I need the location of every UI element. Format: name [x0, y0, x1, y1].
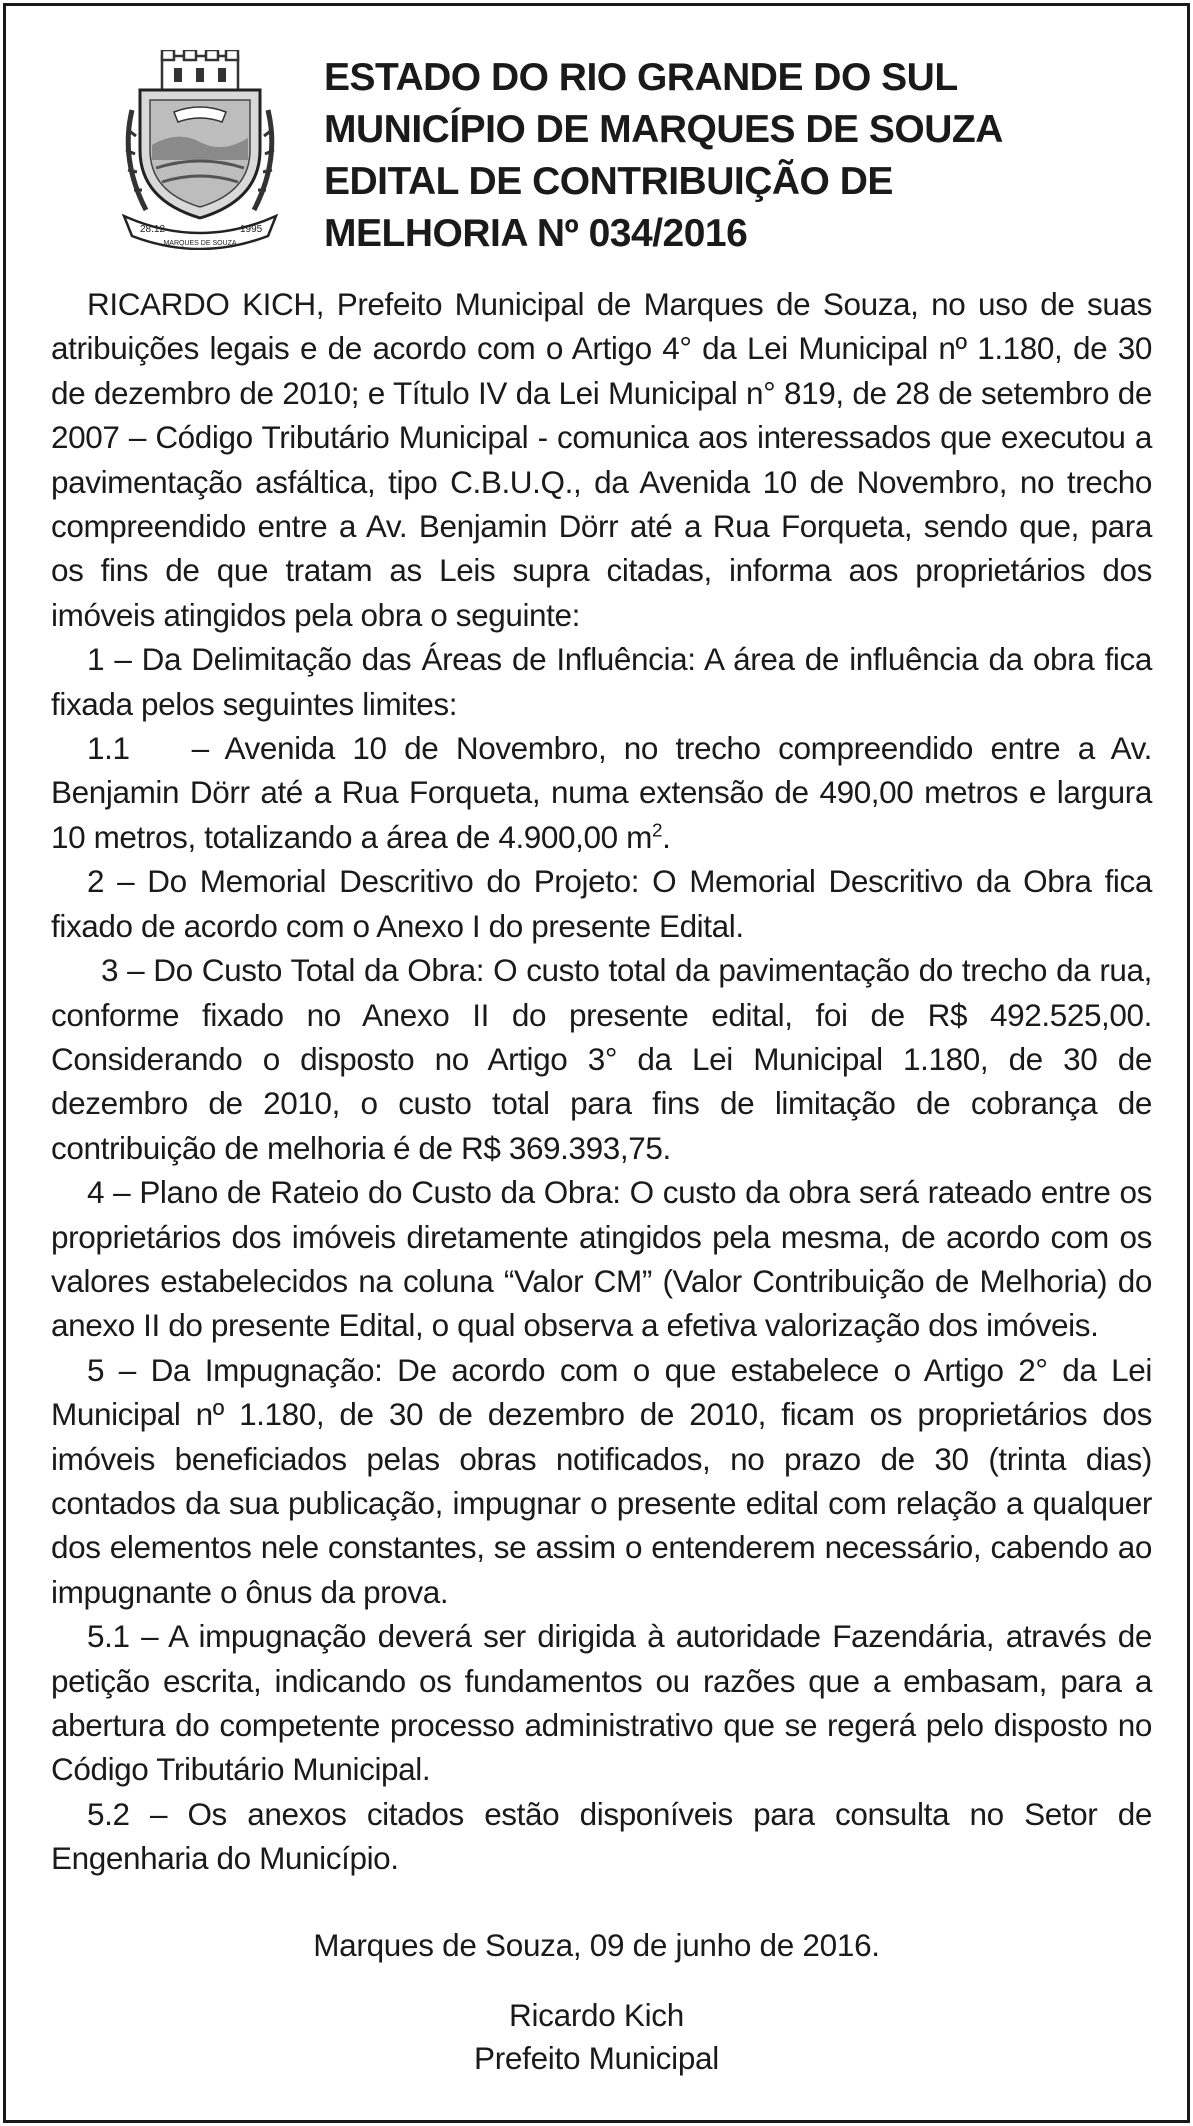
paragraph-section-1: 1 – Da Delimitação das Áreas de Influência: A área de influência da obra fica fixada pelos seguintes limites:	[51, 641, 1152, 722]
closing-date: Marques de Souza, 09 de junho de 2016.	[313, 1927, 880, 1963]
section-1-1-number: 1.1	[87, 730, 130, 767]
crest-ribbon-left: 28.12	[140, 224, 166, 235]
crest-ribbon-center: MARQUES DE SOUZA	[163, 240, 237, 247]
paragraph-section-5: 5 – Da Impugnação: De acordo com o que estabelece o Artigo 2° da Lei Municipal nº 1.180, de 30 de dezembro de 2010, ficam os proprietários dos imóveis beneficiados pelas obras notificados, no prazo de 30 (trinta dias) contados da sua publicação, impugnar o presente edital com relação a qualquer dos elementos nele constantes, se assim o entenderem necessário, cabendo ao impugnante o ônus da prova.	[51, 1351, 1152, 1610]
paragraph-section-2: 2 – Do Memorial Descritivo do Projeto: O Memorial Descritivo da Obra fica fixado de acordo com o Anexo I do presente Edital.	[51, 863, 1152, 944]
title-edital-number: MELHORIA Nº 034/2016	[324, 212, 748, 255]
paragraph-section-4: 4 – Plano de Rateio do Custo da Obra: O custo da obra será rateado entre os proprietários dos imóveis diretamente atingidos pela mesma, de acordo com os valores estabelecidos na coluna “Valor CM” (Valor Contribuição de Melhoria) do anexo II do presente Edital, o qual observa a efetiva valorização dos imóveis.	[51, 1174, 1152, 1344]
signatory-role: Prefeito Municipal	[474, 2040, 719, 2076]
document-title-block	[324, 52, 1164, 260]
title-edital: EDITAL DE CONTRIBUIÇÃO DE	[324, 160, 893, 203]
document-header	[6, 6, 1187, 271]
section-1-1-end: .	[662, 818, 671, 855]
title-state: ESTADO DO RIO GRANDE DO SUL	[324, 56, 958, 99]
paragraph-intro: RICARDO KICH, Prefeito Municipal de Marques de Souza, no uso de suas atribuições legais e de acordo com o Artigo 4° da Lei Municipal nº 1.180, de 30 de dezembro de 2010; e Título IV da Lei Municipal n° 819, de 28 de setembro de 2007 – Código Tributário Municipal - comunica aos interessados que executou a pavimentação asfáltica, tipo C.B.U.Q., da Avenida 10 de Novembro, no trecho compreendido entre a Av. Benjamin Dörr até a Rua Forqueta, sendo que, para os fins de que tratam as Leis supra citadas, informa aos proprietários dos imóveis atingidos pela obra o seguinte:	[51, 286, 1152, 633]
title-municipality: MUNICÍPIO DE MARQUES DE SOUZA	[324, 108, 1003, 151]
paragraph-section-5-1: 5.1 – A impugnação deverá ser dirigida à autoridade Fazendária, através de petição escrita, indicando os fundamentos ou razões que a embasam, para a abertura do competente processo administrativo que se regerá pelo disposto no Código Tributário Municipal.	[51, 1618, 1152, 1788]
paragraph-section-1-1	[51, 726, 1152, 859]
crest-ribbon-right: 1995	[240, 224, 263, 235]
document-frame	[3, 3, 1190, 2123]
paragraph-section-5-2: 5.2 – Os anexos citados estão disponíveis para consulta no Setor de Engenharia do Município.	[51, 1795, 1152, 1877]
section-1-1-text: – Avenida 10 de Novembro, no trecho compreendido entre a Av. Benjamin Dörr até a Rua Forqueta, numa extensão de 490,00 metros e largura 10 metros, totalizando a área de 4.900,00 m	[51, 730, 1152, 855]
paragraph-section-3: 3 – Do Custo Total da Obra: O custo total da pavimentação do trecho da rua, conforme fixado no Anexo II do presente edital, foi de R$ 492.525,00. Considerando o disposto no Artigo 3° da Lei Municipal 1.180, de 30 de dezembro de 2010, o custo total para fins de limitação de cobrança de contribuição de melhoria é de R$ 369.393,75.	[51, 952, 1152, 1166]
section-1-1-superscript: 2	[651, 820, 663, 842]
document-body	[51, 282, 1152, 1881]
signatory-name: Ricardo Kich	[509, 1997, 684, 2033]
municipal-coat-of-arms-icon	[118, 50, 282, 250]
